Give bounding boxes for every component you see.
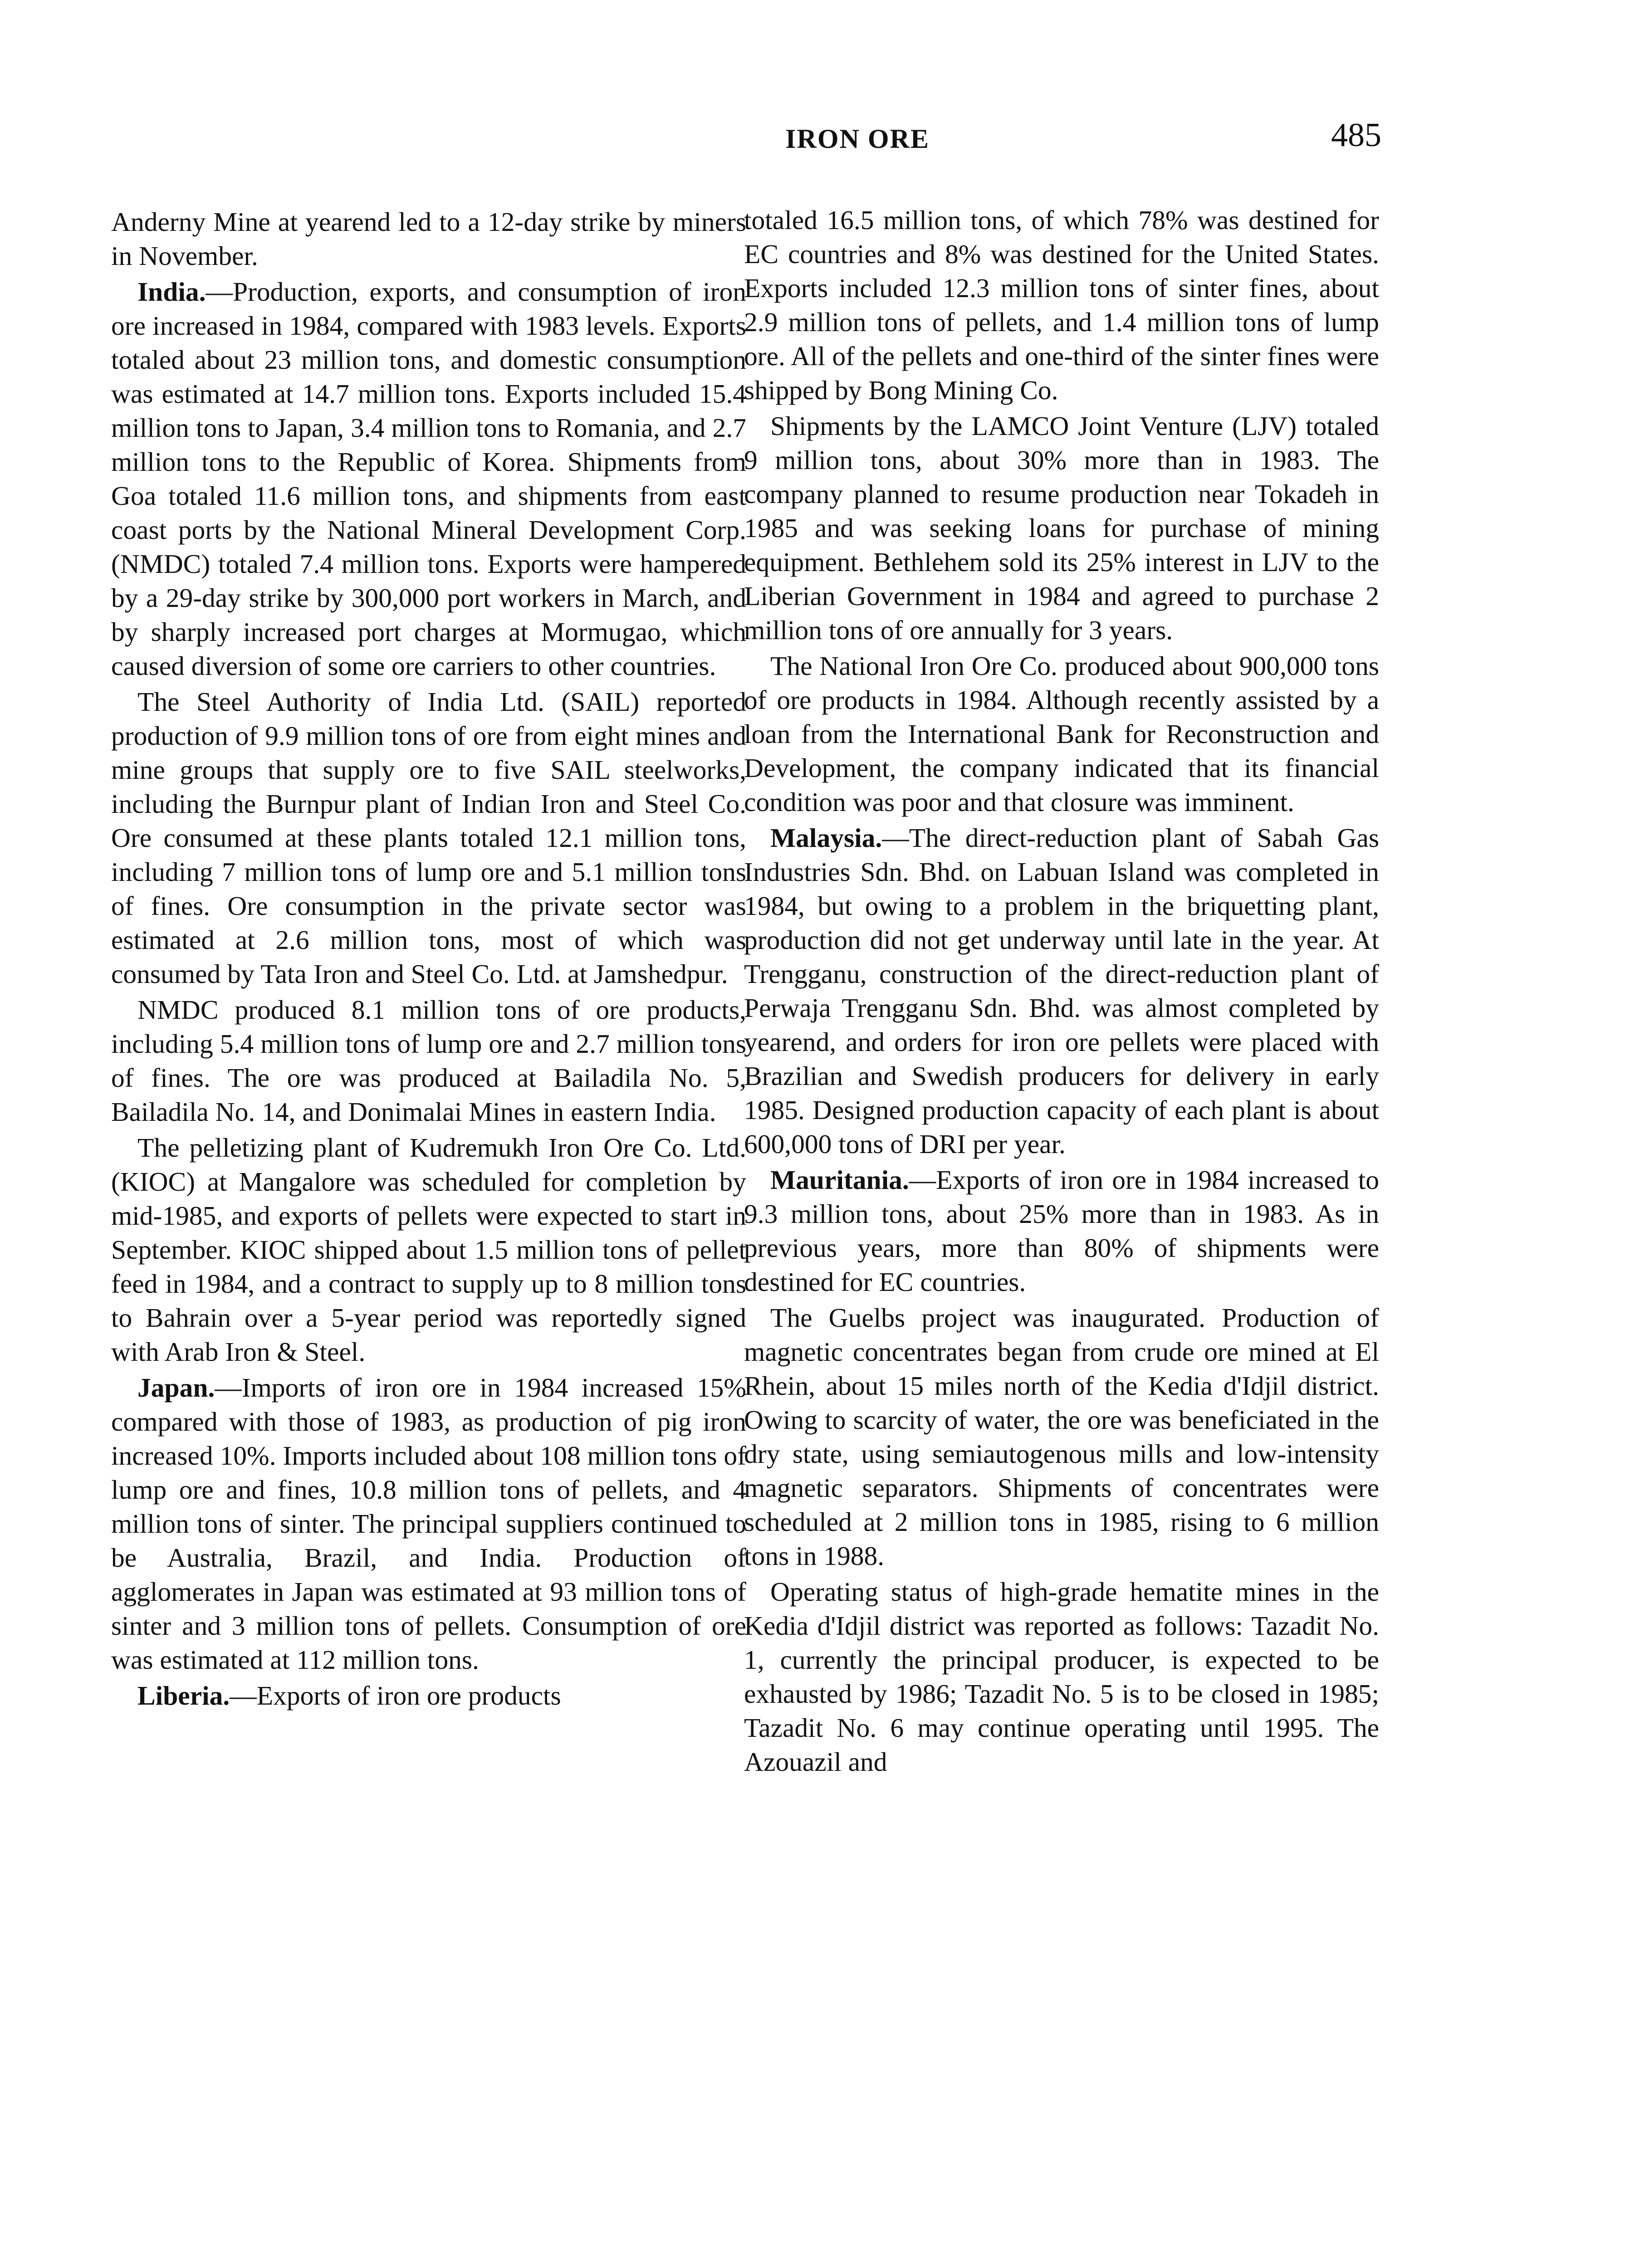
section-heading-japan: Japan. [137, 1373, 215, 1403]
section-heading-liberia: Liberia. [137, 1681, 230, 1711]
paragraph-liberia [111, 1679, 746, 1713]
paragraph-body: —Production, exports, and consumption of iron ore increased in 1984, compared with 1983 levels. Exports totaled about 23 million tons, and domestic consumption was estimated at 14.7 million tons. Exports included 15.4 million tons to Japan, 3.4 million tons to Romania, and 2.7 million tons to the Republic of Korea. Shipments from Goa totaled 11.6 million tons, and shipments from east coast ports by the National Mineral Development Corp. (NMDC) totaled 7.4 million tons. Exports were hampered by a 29-day strike by 300,000 port workers in March, and by sharply increased port charges at Mormugao, which caused diversion of some ore carriers to other countries. [111, 277, 746, 681]
paragraph: The National Iron Ore Co. produced about 900,000 tons of ore products in 1984. Although recently assisted by a loan from the International Bank for Reconstruction and Development, the company indicated that its financial condition was poor and that closure was imminent. [744, 651, 1379, 817]
paragraph-japan [111, 1371, 746, 1677]
paragraph-india [111, 275, 746, 683]
running-head: IRON ORE [785, 124, 930, 154]
paragraph-body: —Exports of iron ore in 1984 increased to 9.3 million tons, about 25% more than in 1983. As in previous years, more than 80% of shipments were destined for EC countries. [744, 1165, 1379, 1297]
page-number: 485 [1331, 117, 1381, 154]
section-heading-malaysia: Malaysia. [770, 823, 882, 853]
paragraph: The Steel Authority of India Ltd. (SAIL) reported production of 9.9 million tons of ore from eight mines and mine groups that supply ore to five SAIL steelworks, including the Burnpur plant of Indian Iron and Steel Co. Ore consumed at these plants totaled 12.1 million tons, including 7 million tons of lump ore and 5.1 million tons of fines. Ore consumption in the private sector was estimated at 2.6 million tons, most of which was consumed by Tata Iron and Steel Co. Ltd. at Jamshedpur. [111, 687, 746, 989]
left-column [111, 205, 746, 1715]
paragraph-body: —Imports of iron ore in 1984 increased 15% compared with those of 1983, as production of pig iron increased 10%. Imports included about 108 million tons of lump ore and fines, 10.8 million tons of pellets, and 4 million tons of sinter. The principal suppliers continued to be Australia, Brazil, and India. Production of agglomerates in Japan was estimated at 93 million tons of sinter and 3 million tons of pellets. Consumption of ore was estimated at 112 million tons. [111, 1373, 746, 1675]
paragraph-body: —Exports of iron ore products [230, 1681, 561, 1711]
paragraph-body: —The direct-reduction plant of Sabah Gas Industries Sdn. Bhd. on Labuan Island was completed in 1984, but owing to a problem in the briquetting plant, production did not get underway until late in the year. At Trengganu, construction of the direct-reduction plant of Perwaja Trengganu Sdn. Bhd. was almost completed by yearend, and orders for iron ore pellets were placed with Brazilian and Swedish producers for delivery in early 1985. Designed production capacity of each plant is about 600,000 tons of DRI per year. [744, 823, 1379, 1159]
paragraph: The Guelbs project was inaugurated. Production of magnetic concentrates began from crude ore mined at El Rhein, about 15 miles north of the Kedia d'Idjil district. Owing to scarcity of water, the ore was beneficiated in the dry state, using semiautogenous mills and low-intensity magnetic separators. Shipments of concentrates were scheduled at 2 million tons in 1985, rising to 6 million tons in 1988. [744, 1303, 1379, 1571]
paragraph: Operating status of high-grade hematite mines in the Kedia d'Idjil district was reported as follows: Tazadit No. 1, currently the principal producer, is expected to be exhausted by 1986; Tazadit No. 5 is to be closed in 1985; Tazadit No. 6 may continue operating until 1995. The Azouazil and [744, 1577, 1379, 1777]
paragraph: NMDC produced 8.1 million tons of ore products, including 5.4 million tons of lump ore and 2.7 million tons of fines. The ore was produced at Bailadila No. 5, Bailadila No. 14, and Donimalai Mines in eastern India. [111, 995, 746, 1127]
paragraph-mauritania [744, 1163, 1379, 1299]
paragraph: The pelletizing plant of Kudremukh Iron Ore Co. Ltd. (KIOC) at Mangalore was scheduled for completion by mid-1985, and exports of pellets were expected to start in September. KIOC shipped about 1.5 million tons of pellet feed in 1984, and a contract to supply up to 8 million tons to Bahrain over a 5-year period was reportedly signed with Arab Iron & Steel. [111, 1133, 746, 1367]
section-heading-mauritania: Mauritania. [770, 1165, 909, 1195]
right-column [744, 203, 1379, 1781]
paragraph: Shipments by the LAMCO Joint Venture (LJV) totaled 9 million tons, about 30% more than in 1983. The company planned to resume production near Tokadeh in 1985 and was seeking loans for purchase of mining equipment. Bethlehem sold its 25% interest in LJV to the Liberian Government in 1984 and agreed to purchase 2 million tons of ore annually for 3 years. [744, 411, 1379, 645]
section-heading-india: India. [137, 277, 206, 307]
paragraph-malaysia [744, 821, 1379, 1161]
paragraph: totaled 16.5 million tons, of which 78% was destined for EC countries and 8% was destined for the United States. Exports included 12.3 million tons of sinter fines, about 2.9 million tons of pellets, and 1.4 million tons of lump ore. All of the pellets and one-third of the sinter fines were shipped by Bong Mining Co. [744, 205, 1379, 405]
paragraph: Anderny Mine at yearend led to a 12-day strike by miners in November. [111, 207, 746, 271]
